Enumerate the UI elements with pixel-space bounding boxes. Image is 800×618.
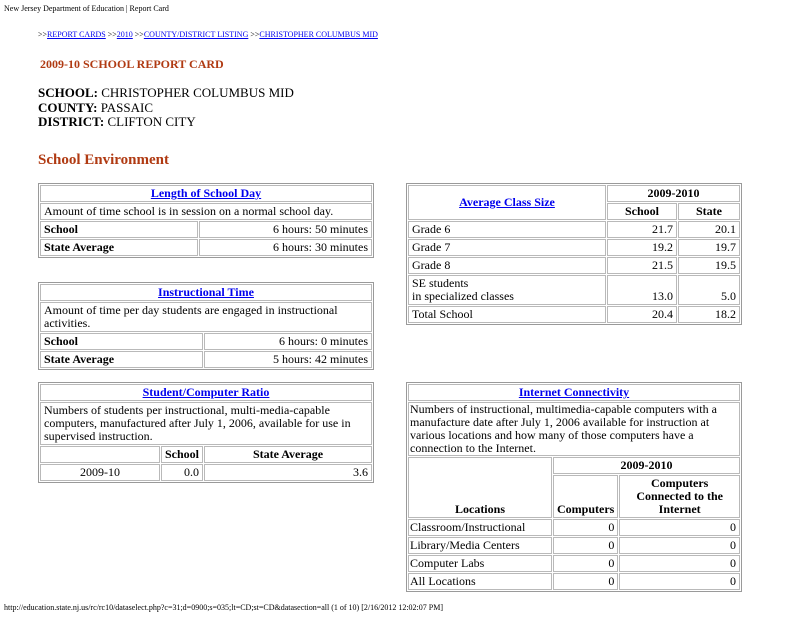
class-size-row-label (408, 275, 606, 305)
instructional-state-label: State Average (40, 351, 203, 368)
internet-row-label: Classroom/Instructional (408, 519, 552, 536)
class-size-state-value: 5.0 (678, 275, 740, 305)
document-header: New Jersey Department of Education | Report Card (4, 4, 169, 13)
length-of-day-link[interactable]: Length of School Day (150, 186, 262, 200)
breadcrumb-sep: >> (250, 30, 260, 39)
breadcrumb-sep: >> (38, 30, 48, 39)
internet-computers-value: 0 (553, 555, 618, 572)
length-state-value: 6 hours: 30 minutes (199, 239, 372, 256)
student-computer-school-value: 0.0 (161, 464, 203, 481)
internet-computers-value: 0 (553, 537, 618, 554)
breadcrumb-sep: >> (134, 30, 144, 39)
internet-row-label: Computer Labs (408, 555, 552, 572)
class-size-se-label-line2: in specialized classes (412, 289, 514, 303)
student-computer-year: 2009-10 (40, 464, 160, 481)
internet-locations-header: Locations (408, 457, 552, 518)
internet-computers-value: 0 (553, 519, 618, 536)
class-size-school-value: 13.0 (607, 275, 677, 305)
student-computer-desc: Numbers of students per instructional, multi-media-capable computers, manufactured after July 1, 2006, available for use in supervised instruction. (40, 402, 372, 445)
internet-computers-header: Computers (553, 475, 618, 518)
internet-row-label: All Locations (408, 573, 552, 590)
instructional-time-link[interactable]: Instructional Time (158, 285, 254, 299)
instructional-time-desc: Amount of time per day students are engaged in instructional activities. (40, 302, 372, 332)
internet-computers-value: 0 (553, 573, 618, 590)
report-title: 2009-10 SCHOOL REPORT CARD (40, 57, 224, 71)
class-size-school-value: 21.5 (607, 257, 677, 274)
class-size-state-header: State (678, 203, 740, 220)
instructional-school-value: 6 hours: 0 minutes (204, 333, 372, 350)
class-size-school-value: 19.2 (607, 239, 677, 256)
internet-connectivity-table (406, 382, 742, 592)
class-size-state-value: 19.7 (678, 239, 740, 256)
internet-connected-header: Computers Connected to the Internet (619, 475, 740, 518)
class-size-state-value: 20.1 (678, 221, 740, 238)
class-size-row-label: Total School (408, 306, 606, 323)
class-size-table (406, 183, 742, 325)
student-computer-school-header: School (161, 446, 203, 463)
class-size-link[interactable]: Average Class Size (459, 195, 555, 209)
length-school-value: 6 hours: 50 minutes (199, 221, 372, 238)
breadcrumb-report-cards-link[interactable]: REPORT CARDS (47, 30, 106, 39)
class-size-year: 2009-2010 (607, 185, 740, 202)
breadcrumb (38, 30, 378, 39)
length-school-label: School (40, 221, 198, 238)
internet-connected-value: 0 (619, 537, 740, 554)
internet-connected-value: 0 (619, 573, 740, 590)
instructional-state-value: 5 hours: 42 minutes (204, 351, 372, 368)
internet-connectivity-link[interactable]: Internet Connectivity (518, 385, 630, 399)
class-size-school-header: School (607, 203, 677, 220)
internet-connected-value: 0 (619, 555, 740, 572)
length-of-day-table (38, 183, 374, 258)
student-computer-table (38, 382, 374, 483)
internet-connected-value: 0 (619, 519, 740, 536)
class-size-row-label: Grade 6 (408, 221, 606, 238)
school-label: SCHOOL: (38, 85, 98, 100)
district-name: CLIFTON CITY (107, 114, 196, 129)
breadcrumb-sep: >> (107, 30, 117, 39)
breadcrumb-county-district-link[interactable]: COUNTY/DISTRICT LISTING (143, 30, 249, 39)
school-name: CHRISTOPHER COLUMBUS MID (101, 85, 294, 100)
class-size-state-value: 19.5 (678, 257, 740, 274)
district-label: DISTRICT: (38, 114, 105, 129)
class-size-se-label-line1: SE students (412, 276, 469, 290)
length-of-day-desc: Amount of time school is in session on a normal school day. (40, 203, 372, 220)
internet-desc: Numbers of instructional, multimedia-capable computers with a manufacture date after July 1, 2006 available for instruction at various locations and how many of those computers have a connection to the Internet. (408, 402, 740, 456)
class-size-row-label: Grade 8 (408, 257, 606, 274)
student-computer-state-header: State Average (204, 446, 372, 463)
student-computer-link[interactable]: Student/Computer Ratio (142, 385, 270, 399)
school-info (38, 86, 294, 130)
length-state-label: State Average (40, 239, 198, 256)
document-footer: http://education.state.nj.us/rc/rc10/dataselect.php?c=31;d=0900;s=035;lt=CD;st=CD&datasection=all (1 of 10) [2/16/2012 12:02:07 PM] (4, 603, 443, 612)
instructional-school-label: School (40, 333, 203, 350)
internet-row-label: Library/Media Centers (408, 537, 552, 554)
breadcrumb-school-link[interactable]: CHRISTOPHER COLUMBUS MID (259, 30, 378, 39)
section-title: School Environment (38, 152, 169, 168)
class-size-row-label: Grade 7 (408, 239, 606, 256)
class-size-state-value: 18.2 (678, 306, 740, 323)
breadcrumb-2010-link[interactable]: 2010 (116, 30, 133, 39)
county-label: COUNTY: (38, 99, 98, 115)
student-computer-state-value: 3.6 (204, 464, 372, 481)
county-name: PASSAIC (100, 99, 154, 115)
instructional-time-table (38, 282, 374, 370)
internet-year: 2009-2010 (553, 457, 740, 474)
class-size-school-value: 21.7 (607, 221, 677, 238)
class-size-school-value: 20.4 (607, 306, 677, 323)
